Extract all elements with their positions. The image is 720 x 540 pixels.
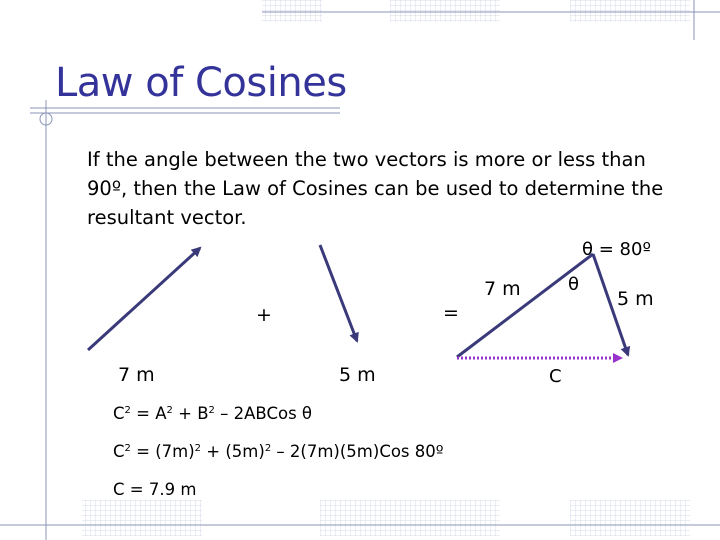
equals-sign: = [443, 302, 459, 324]
eq1-c: C [113, 404, 125, 423]
eq2-c-exponent: 2 [124, 443, 131, 454]
theta-label: θ [568, 274, 580, 295]
eq1-tail: – 2ABCos θ [214, 404, 313, 423]
vector-a-label: 7 m [118, 364, 155, 386]
eq1-b-exponent: 2 [208, 405, 215, 416]
eq1-c-exponent: 2 [124, 405, 131, 416]
eq2-b-exponent: 2 [264, 443, 272, 454]
vector-b-label: 5 m [339, 364, 376, 386]
slide-title: Law of Cosines [55, 60, 347, 106]
equation-result: C = 7.9 m [113, 480, 197, 499]
equation-substituted [113, 442, 444, 461]
triangle-side-a [457, 254, 593, 357]
eq1-b: + B [172, 404, 209, 423]
eq2-tail: – 2(7m)(5m)Cos 80º [271, 442, 444, 461]
eq1-a-exponent: 2 [166, 405, 173, 416]
triangle-a-label: 7 m [484, 278, 521, 300]
resultant-label: C [549, 366, 562, 387]
angle-value-label: θ = 80º [582, 239, 651, 260]
eq2-b: + (5m) [201, 442, 265, 461]
eq2-a: = (7m) [130, 442, 195, 461]
eq1-a: = A [130, 404, 167, 423]
triangle-b-label: 5 m [617, 288, 654, 310]
vector-b-arrow [320, 245, 357, 341]
equation-general [113, 404, 312, 423]
eq2-a-exponent: 2 [194, 443, 202, 454]
eq2-c: C [113, 442, 125, 461]
vector-a-arrow [88, 248, 200, 350]
plus-sign: + [256, 304, 272, 326]
slide-body-text: If the angle between the two vectors is more or less than 90º, then the Law of Cosines can be used to determine the resultant vector. [87, 148, 664, 229]
